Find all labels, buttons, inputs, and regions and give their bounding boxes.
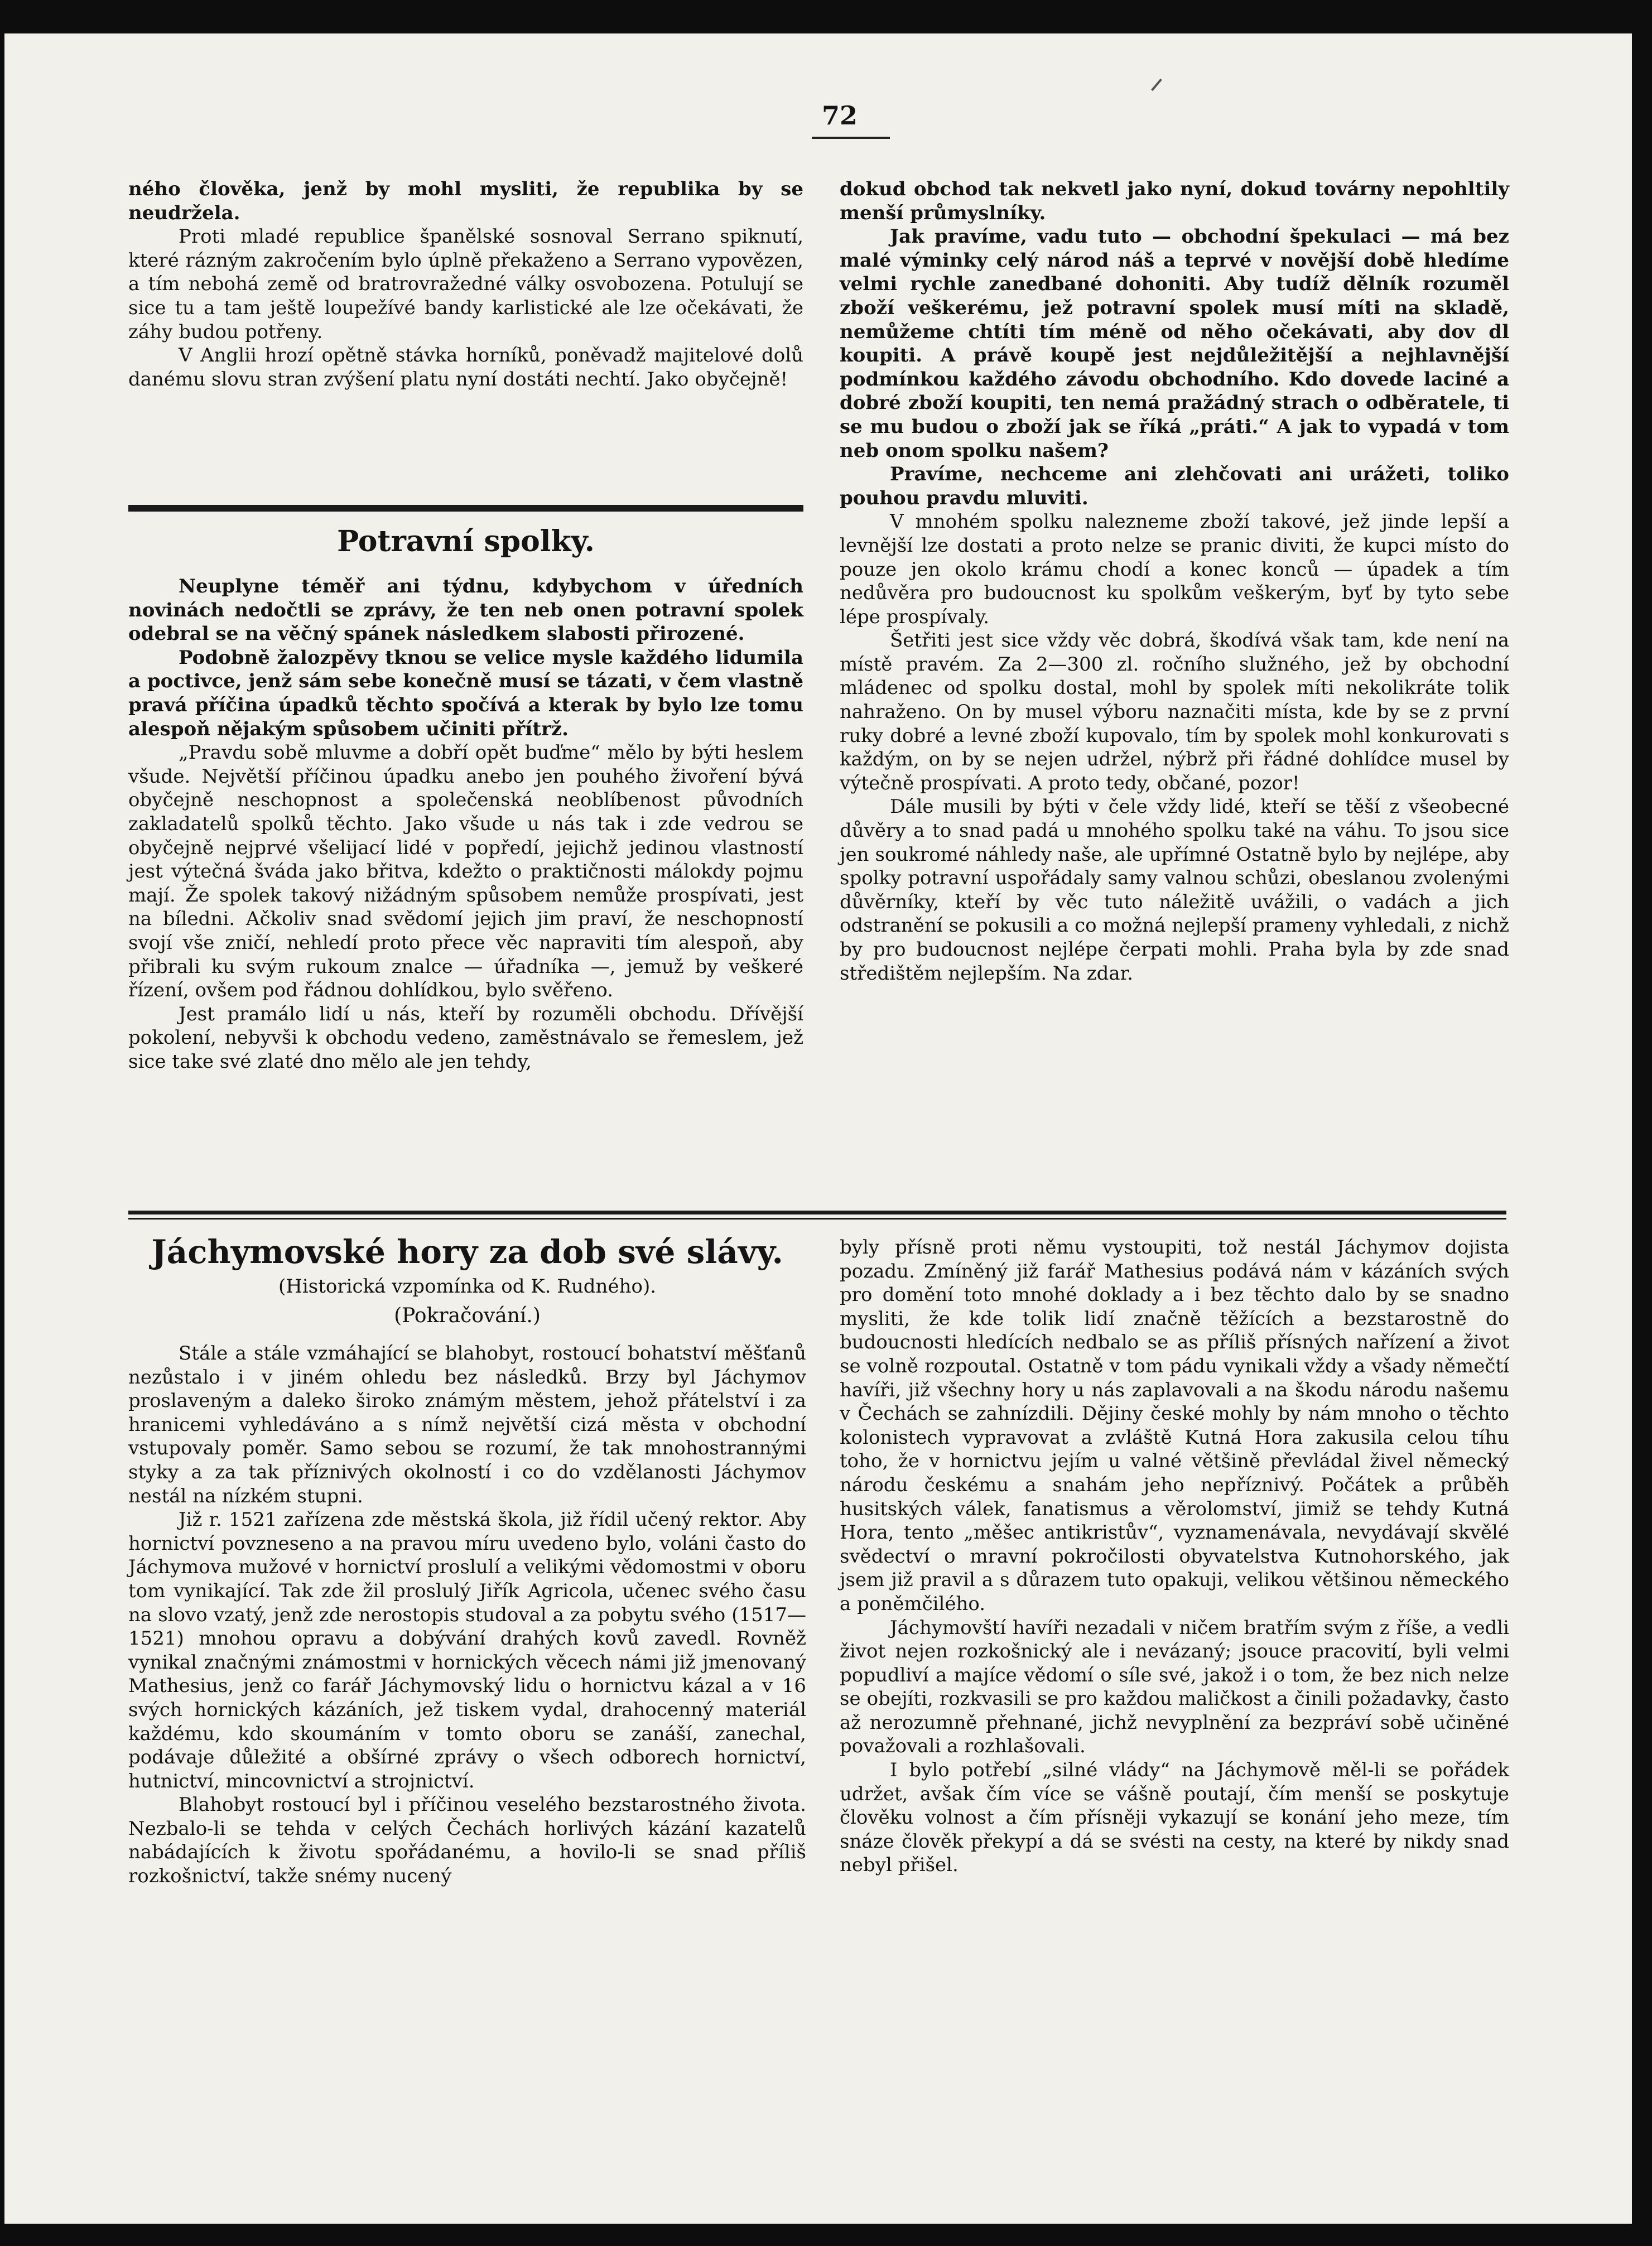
jachymov-right-column (840, 1236, 1509, 1877)
article-subtitle: (Historická vzpomínka od K. Rudného). (278, 1275, 657, 1298)
scan-border-right (1632, 0, 1652, 2246)
paragraph: Šetřiti jest sice vždy věc dobrá, škodívá však tam, kde není na místě pravém. Za 2—300 zl. ročního služného, jež by obchodní mládenec od spolku dostal, mohl by spolek míti nekolikráte tolik nahraženo. On by musel výboru naznačiti místa, kde by se z první ruky dobré a levné zboží kupovalo, tím by spolek mohl konkurovati s každým, on by se nejen udržel, nýbrž při řádné dohlídce musel by výtečně prospívati. A proto tedy, občané, pozor! (840, 629, 1509, 794)
jachymov-left-column (128, 1342, 806, 1888)
paragraph: ného člověka, jenž by mohl mysliti, že republika by se neudržela. (128, 178, 803, 224)
paragraph: Podobně žalozpěvy tknou se velice mysle každého lidumila a poctivce, jenž sám sebe konečně musí se tázati, v čem vlastně pravá příčina úpadků těchto spočívá a kterak by bylo lze tomu alespoň nějakým spůsobem učiniti přítrž. (128, 646, 803, 740)
right-top-column (840, 177, 1509, 985)
paragraph: I bylo potřebí „silné vlády“ na Jáchymově měl-li se pořádek udržet, avšak čím více se vášně poutají, čím menší se poskytuje člověku volnost a čím přísněji vykazují se konání jeho meze, tím snáze člověk překypí a dá se svésti na cesty, na které by nikdy snad nebyl přišel. (840, 1759, 1509, 1877)
paragraph: byly přísně proti němu vystoupiti, tož nestál Jáchymov dojista pozadu. Zmíněný již farář Mathesius podává nám v kázáních svých pro domění toto mnohé doklady a i bez těchto dalo by se snadno mysliti, že kde tolik lidí značně těžících a bezstarostně do budoucnosti hledících nedbalo se as příliš přísných nařízení a život se volně rozpoutal. Ostatně v tom pádu vynikali vždy a všady němečtí havíři, již všechny hory u nás zaplavovali a na škodu národu našemu v Čechách se zahnízdili. Dějiny české mohly by nám mnoho o těchto kolonistech vypravovat a zvláště Kutná Hora zakusila celou tíhu toho, že v hornictvu jejím u valné většině převládal živel německý národu českému a snahám jeho nepříznivý. Počátek a průběh husitských válek, fanatismus a věrolomství, jimiž se tehdy Kutná Hora, tento „měšec antikristův“, vyznamenávala, nevydávají skvělé svědectví o mravní pokročilosti obyvatelstva Kutnohorského, jak jsem již pravil a s důrazem tuto opakuji, velikou většinou německého a poněmčilého. (840, 1236, 1509, 1615)
article-divider-thin (128, 1218, 1506, 1220)
paragraph: Jáchymovští havíři nezadali v ničem bratřím svým z říše, a vedli život nejen rozkošnický ale i nevázaný; jsouce pracovití, byli velmi popudliví a majíce vědomí o síle své, jakož i o tom, že bez nich nelze se obejíti, rozkvasili se pro každou maličkost a činili požadavky, často až nerozumně přehnané, jichž nevyplnění za bezpráví sobě učiněné považovali a rozhlašovali. (840, 1616, 1509, 1758)
paragraph: V Anglii hrozí opětně stávka horníků, poněvadž majitelové dolů danému slovu stran zvýšení platu nyní dostáti nechtí. Jako obyčejně! (128, 344, 803, 391)
paragraph: Neuplyne téměř ani týdnu, kdybychom v úředních novinách nedočtli se zprávy, že ten neb onen potravní spolek odebral se na věčný spánek následkem slabosti přirozené. (128, 575, 803, 645)
paragraph: Stále a stále vzmáhající se blahobyt, rostoucí bohatství měšťanů nezůstalo i v jiném ohledu bez následků. Brzy byl Jáchymov proslaveným a daleko široko známým městem, jehož přátelství i za hranicemi vyhledáváno a s nímž největší cizá města v obchodní vstupovaly poměr. Samo sebou se rozumí, že tak mnohostrannými styky a za tak příznivých okolností i co do vzdělanosti Jáchymov nestál na nízkém stupni. (128, 1342, 806, 1507)
left-top-column (128, 177, 803, 391)
page-number-rule (812, 137, 890, 139)
paragraph: Jak pravíme, vadu tuto — obchodní špekulaci — má bez malé výminky celý národ náš a teprvé v novější době hledíme velmi rychle zanedbané dohoniti. Aby tudíž dělník rozuměl zboží veškerému, jež potravní spolek musí míti na skladě, nemůžeme chtíti tím méně od něho očekávati, aby dov dl koupiti. A právě koupě jest nejdůležitější a nejhlavnější podmínkou každého závodu obchodního. Kdo dovede laciné a dobré zboží koupiti, ten nemá pražádný strach o odběratele, ti se mu budou o zboží jak se říká „práti.“ A jak to vypadá v tom neb onom spolku našem? (840, 225, 1509, 462)
paragraph: Dále musili by býti v čele vždy lidé, kteří se těší z všeobecné důvěry a to snad padá u mnohého spolku také na váhu. To jsou sice jen soukromé náhledy naše, ale upřímné Ostatně bylo by nejlépe, aby spolky potravní uspořádaly samy valnou schůzi, obeslanou zvolenými důvěrníky, kteří by věc tuto náležitě uvážili, o vadách a jich odstranění se pokusili a co možná nejlepší prameny vyhledali, z nichž by pro budoucnost nejlépe čerpati mohli. Praha byla by zde snad středištěm nejlepším. Na zdar. (840, 796, 1509, 985)
ink-speck (1151, 79, 1162, 91)
scan-border-bottom (0, 2224, 1652, 2246)
paragraph: Již r. 1521 zařízena zde městská škola, již řídil učený rektor. Aby hornictví povzneseno a na pravou míru uvedeno bylo, voláni často do Jáchymova mužové v hornictví proslulí a velikými vědomostmi v oboru tom vynikající. Tak zde žil proslulý Jiřík Agricola, učenec svého času na slovo vzatý, jenž zde nerostopis studoval a za pobytu svého (1517—1521) mnohou opravu a dobývání drahých kovů zavedl. Rovněž vynikal značnými známostmi v hornických věcech námi již jmenovaný Mathesius, jenž co farář Jáchymovský lidu o hornictvu kázal a v 16 svých hornických kázáních, jež tiskem vydal, drahocenný materiál každému, kdo skoumáním v tomto oboru se zanáší, zanechal, podávaje důležité a obšírné zprávy o všech odborech hornictví, hutnictví, mincovnictví a strojnictví. (128, 1508, 806, 1792)
scan-border-top (0, 0, 1652, 33)
scan-border-left (0, 0, 4, 2246)
section-divider (128, 505, 803, 512)
paragraph: dokud obchod tak nekvetl jako nyní, dokud továrny nepohltily menší průmyslníky. (840, 178, 1509, 224)
paragraph: „Pravdu sobě mluvme a dobří opět buďme“ mělo by býti heslem všude. Největší příčinou úpadku anebo jen pouhého živoření bývá obyčejně neschopnost a společenská neoblíbenost původních zakladatelů spolků těchto. Jako všude u nás tak i zde vedrou se obyčejně nejprvé všelijací lidé v popředí, jejichž jedinou vlastností jest výtečná šváda jako břitva, kdežto o praktičnosti málokdy pojmu mají. Že spolek takový nižádným spůsobem nemůže prospívati, jest na bíledni. Ačkoliv snad svědomí jejich jim praví, že neschopností svojí vše zničí, nehledí proto přece věc napraviti tím alespoň, aby přibrali ku svým rukoum znalce — úřadníka —, jemuž by veškeré řízení, ovšem pod řádnou dohlídkou, bylo svěřeno. (128, 741, 803, 1002)
section-heading-potravni: Potravní spolky. (337, 524, 595, 558)
article-heading-jachymov: Jáchymovské hory za dob své slávy. (151, 1233, 783, 1271)
article-divider (128, 1211, 1506, 1214)
paragraph: Pravíme, nechceme ani zlehčovati ani urážeti, toliko pouhou pravdu mluviti. (840, 463, 1509, 509)
paragraph: V mnohém spolku nalezneme zboží takové, jež jinde lepší a levnější lze dostati a proto nelze se pranic diviti, že kupci místo do pouze jen okolo krámu chodí a konec konců — úpadek a tím nedůvěra pro budoucnost ku spolkům veškerým, byť by tyto sebe lépe prospívaly. (840, 510, 1509, 628)
potravni-column (128, 575, 803, 1073)
page-number: 72 (821, 100, 858, 131)
paragraph: Proti mladé republice španělské sosnoval Serrano spiknutí, které rázným zakročením bylo úplně překaženo a Serrano vypovězen, a tím nebohá země od bratrovražedné války osvobozena. Potulují se sice tu a tam ještě loupežívé bandy karlistické ale lze očekávati, že záhy budou potřeny. (128, 225, 803, 343)
paragraph: Jest pramálo lidí u nás, kteří by rozuměli obchodu. Dřívější pokolení, nebyvši k obchodu vedeno, zaměstnávalo se řemeslem, jež sice take své zlaté dno mělo ale jen tehdy, (128, 1002, 803, 1073)
paragraph: Blahobyt rostoucí byl i příčinou veselého bezstarostného života. Nezbalo-li se tehda v celých Čechách horlivých kázání kazatelů nabádajících k životu spořádanému, a hovilo-li se snad příliš rozkošnictví, takže snémy nucený (128, 1794, 806, 1888)
continued-note: (Pokračování.) (394, 1304, 541, 1327)
